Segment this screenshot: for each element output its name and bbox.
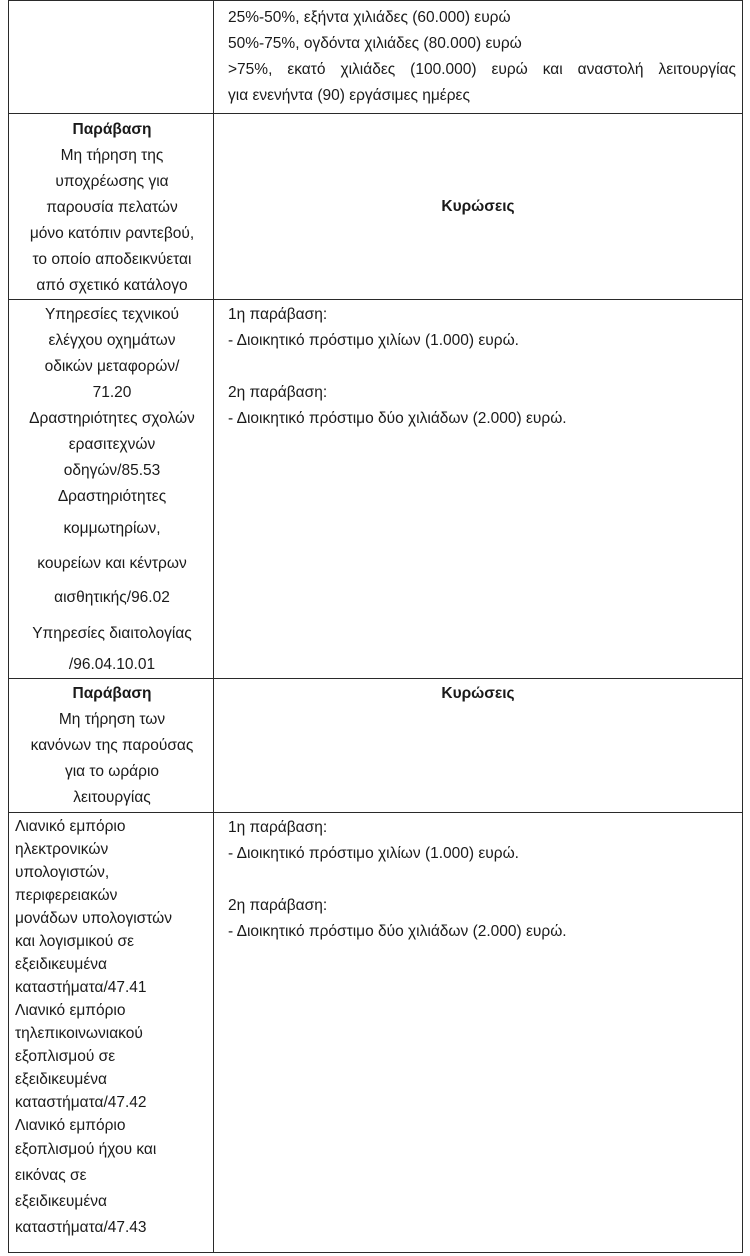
activity-line: κουρείων και κέντρων [37,555,187,572]
violation-text-line: από σχετικό κατάλογο [36,277,188,294]
activity-line: περιφερειακών [15,887,118,904]
fine-tier-over-75-cont: για ενενήντα (90) εργάσιμες ημέρες [228,87,470,104]
activity-line: μονάδων υπολογιστών [15,910,172,927]
activity-line: Δραστηριότητες σχολών [29,410,195,427]
sanctions-label: Κυρώσεις [441,685,515,702]
table-row-fines-continued [9,1,743,114]
activity-line: εξοπλισμού ήχου και [15,1141,157,1158]
violation-header-cell [9,114,214,300]
second-offense-fine: - Διοικητικό πρόστιμο δύο χιλιάδων (2.000) ευρώ. [228,410,567,427]
activities-cell [9,300,214,679]
activity-line: οδικών μεταφορών/ [44,358,180,375]
fine-tier-50-75: 50%-75%, ογδόντα χιλιάδες (80.000) ευρώ [228,35,522,52]
activity-line: καταστήματα/47.41 [15,979,147,996]
activity-line: οδηγών/85.53 [63,462,161,479]
activity-line: εξειδικευμένα [15,956,107,973]
activity-line: ελέγχου οχημάτων [48,332,176,349]
first-offense-fine: - Διοικητικό πρόστιμο χιλίων (1.000) ευρώ. [228,332,519,349]
sanctions-header-cell [214,679,743,813]
violation-text-line: υποχρέωσης για [55,173,169,190]
spacer [228,354,736,380]
violation-text-line: για το ωράριο [64,763,160,780]
activity-line: Υπηρεσίες τεχνικού [44,306,180,323]
fine-tier-over-75: >75%, εκατό χιλιάδες (100.000) ευρώ και αναστολή λειτουργίας [228,61,736,78]
activity-line: ερασιτεχνών [68,436,156,453]
activity-line: καταστήματα/47.42 [15,1094,147,1111]
violation-text-line: λειτουργίας [73,789,151,806]
violation-text-line: το οποίο αποδεικνύεται [32,251,192,268]
activity-line: κομμωτηρίων, [63,520,161,537]
spacer [228,867,736,893]
table-header-row-2 [9,679,743,813]
fines-continued-cell [214,1,743,114]
second-offense-label: 2η παράβαση: [228,384,328,401]
activity-line: εξειδικευμένα [15,1071,107,1088]
activity-line: Λιανικό εμπόριο [15,818,126,835]
violation-label: Παράβαση [72,685,152,702]
first-offense-fine: - Διοικητικό πρόστιμο χιλίων (1.000) ευρώ. [228,845,519,862]
violation-text-line: κανόνων της παρούσας [30,737,194,754]
activity-line: τηλεπικοινωνιακού [15,1025,143,1042]
violation-header-cell [9,679,214,813]
violation-text-line: Μη τήρηση της [60,147,164,164]
first-offense-label: 1η παράβαση: [228,819,328,836]
activity-line: και λογισμικού σε [15,933,134,950]
sanctions-table [8,0,743,1253]
activity-line: ηλεκτρονικών [15,841,109,858]
activity-line: εξοπλισμού σε [15,1048,116,1065]
violation-text-line: μόνο κατόπιν ραντεβού, [29,225,195,242]
activity-line: Λιανικό εμπόριο [15,1002,126,1019]
first-offense-label: 1η παράβαση: [228,306,328,323]
fine-tier-25-50: 25%-50%, εξήντα χιλιάδες (60.000) ευρώ [228,9,511,26]
sanctions-header-cell [214,114,743,300]
table-row-retail [9,813,743,1253]
sanctions-label: Κυρώσεις [441,197,515,215]
violation-text-line: παρουσία πελατών [46,199,178,216]
second-offense-label: 2η παράβαση: [228,897,328,914]
activity-line: 71.20 [92,384,132,401]
activity-line: εικόνας σε [15,1167,87,1184]
table-row-services [9,300,743,679]
activity-line: υπολογιστών, [15,864,110,881]
violation-label: Παράβαση [72,121,152,138]
activity-line: Δραστηριότητες [57,488,167,505]
violation-text-line: Μη τήρηση των [58,711,166,728]
activities-cell [9,813,214,1253]
sanctions-cell [214,300,743,679]
table-header-row-1 [9,114,743,300]
activity-line: αισθητικής/96.02 [54,589,170,606]
activity-line: Υπηρεσίες διαιτολογίας [32,625,192,642]
activity-line: εξειδικευμένα [15,1193,107,1210]
empty-cell [9,1,214,114]
activity-line: Λιανικό εμπόριο [15,1117,126,1134]
sanctions-cell [214,813,743,1253]
activity-line: /96.04.10.01 [68,656,156,673]
second-offense-fine: - Διοικητικό πρόστιμο δύο χιλιάδων (2.000) ευρώ. [228,923,567,940]
activity-line: καταστήματα/47.43 [15,1219,147,1236]
